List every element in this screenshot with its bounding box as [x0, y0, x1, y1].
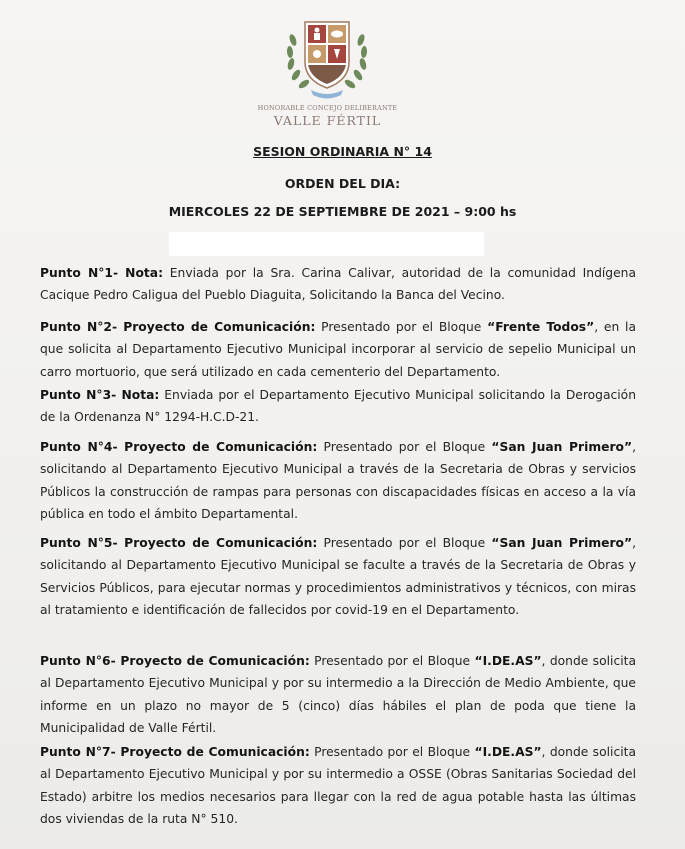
agenda-item-2 [40, 316, 636, 383]
item-label: Punto N°3- Nota: [40, 388, 160, 402]
item-text-after: , donde solicita al Departamento Ejecutivo Municipal y por su intermedio a OSSE (Obras Sanitarias Sociedad del Estado) arbitre los medios necesarios para llegar con la red de agua potable hasta las últimas dos viviendas de la ruta N° 510. [40, 745, 636, 827]
redaction-box [169, 232, 484, 256]
item-bloque: “I.DE.AS” [474, 654, 542, 668]
item-text-after: , donde solicita al Departamento Ejecutivo Municipal y por su intermedio a la Dirección de Medio Ambiente, que informe en un plazo no mayor de 5 (cinco) días hábiles el plan de poda que tiene la Municipalidad de Valle Fértil. [40, 654, 636, 736]
item-label: Punto N°7- Proyecto de Comunicación: [40, 745, 310, 759]
item-label: Punto N°1- Nota: [40, 266, 164, 280]
agenda-item-1 [40, 262, 636, 307]
item-text-before: Presentado por el Bloque [317, 440, 492, 454]
session-date: MIERCOLES 22 DE SEPTIEMBRE DE 2021 – 9:00 hs [168, 204, 517, 219]
agenda-item-6 [40, 650, 636, 740]
item-label: Punto N°5- Proyecto de Comunicación: [40, 536, 318, 550]
item-text-after: , solicitando al Departamento Ejecutivo Municipal a través de la Secretaria de Obras y servicios Públicos la construcción de rampas para personas con discapacidades físicas en acceso a la vía pública en todo el ámbito Departamental. [40, 440, 636, 522]
agenda-item-4 [40, 436, 636, 526]
item-text: Enviada por la Sra. Carina Calivar, autoridad de la comunidad Indígena Cacique Pedro Caligua del Pueblo Diaguita, Solicitando la Banca del Vecino. [40, 266, 636, 303]
item-bloque: “I.DE.AS” [474, 745, 542, 759]
item-text-after: , en la que solicita al Departamento Ejecutivo Municipal incorporar al servicio de sepelio Municipal un carro mortuorio, que será utilizado en cada cementerio del Departamento. [40, 320, 636, 379]
item-bloque: “San Juan Primero” [491, 536, 633, 550]
item-label: Punto N°6- Proyecto de Comunicación: [40, 654, 310, 668]
council-coat-of-arms-logo [283, 18, 371, 100]
item-text-after: , solicitando al Departamento Ejecutivo Municipal se faculte a través de la Secretaria de Obras y Servicios Públicos, para ejecutar normas y procedimientos administrativos y técnicos, con miras al tratamiento e identificación de fallecidos por covid-19 en el Departamento. [40, 536, 636, 618]
item-label: Punto N°2- Proyecto de Comunicación: [40, 320, 316, 334]
item-text-before: Presentado por el Bloque [317, 536, 492, 550]
item-bloque: “San Juan Primero” [491, 440, 633, 454]
item-text-before: Presentado por el Bloque [315, 320, 488, 334]
council-name: VALLE FÉRTIL [273, 113, 382, 128]
agenda-item-5 [40, 532, 636, 622]
session-title [0, 144, 685, 159]
agenda-heading: ORDEN DEL DIA: [284, 176, 401, 191]
item-label: Punto N°4- Proyecto de Comunicación: [40, 440, 318, 454]
item-bloque: “Frente Todos” [487, 320, 595, 334]
agenda-item-3 [40, 384, 636, 429]
council-subtitle: HONORABLE CONCEJO DELIBERANTE [257, 104, 398, 112]
session-title-text: SESION ORDINARIA N° 14 [253, 144, 432, 159]
agenda-item-7 [40, 741, 636, 831]
item-text-before: Presentado por el Bloque [309, 654, 475, 668]
item-text-before: Presentado por el Bloque [309, 745, 475, 759]
item-text: Enviada por el Departamento Ejecutivo Municipal solicitando la Derogación de la Ordenanza N° 1294-H.C.D-21. [40, 388, 637, 425]
